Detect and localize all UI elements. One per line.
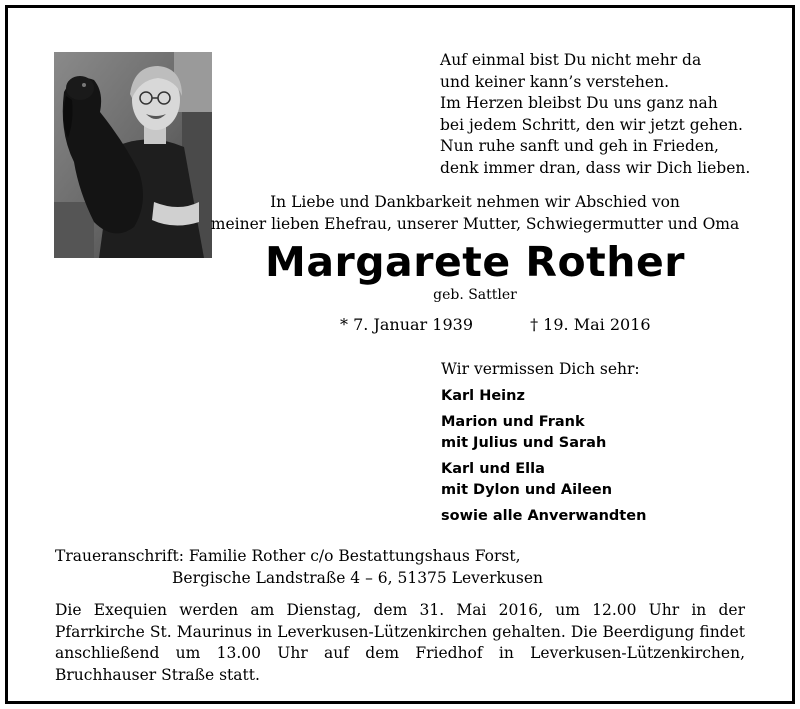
death-date: † 19. Mai 2016 bbox=[530, 315, 651, 334]
mourner-name: Marion und Frank bbox=[441, 413, 585, 430]
poem-line: denk immer dran, dass wir Dich lieben. bbox=[440, 158, 751, 177]
birth-date: * 7. Januar 1939 bbox=[340, 315, 473, 334]
poem-line: Auf einmal bist Du nicht mehr da bbox=[440, 51, 702, 69]
birth-name: geb. Sattler bbox=[433, 287, 517, 303]
poem-line: bei jedem Schritt, den wir jetzt gehen. bbox=[440, 115, 743, 134]
mourner-name: mit Dylon und Aileen bbox=[441, 482, 613, 498]
address-line-1: Traueranschrift: Familie Rother c/o Bestattungshaus Forst, bbox=[55, 547, 521, 565]
poem bbox=[440, 50, 770, 179]
farewell-intro bbox=[200, 192, 750, 235]
mourner-name: mit Julius und Sarah bbox=[441, 435, 607, 451]
mourners-heading: Wir vermissen Dich sehr: bbox=[441, 360, 640, 378]
mourner-name: Karl und Ella bbox=[441, 460, 545, 477]
address-line-2: Bergische Landstraße 4 – 6, 51375 Leverkusen bbox=[172, 568, 544, 587]
deceased-name: Margarete Rother bbox=[265, 238, 685, 286]
life-dates bbox=[340, 315, 651, 334]
intro-line: In Liebe und Dankbarkeit nehmen wir Abschied von bbox=[270, 193, 680, 211]
poem-line: Nun ruhe sanft und geh in Frieden, bbox=[440, 137, 719, 155]
mourner-name: sowie alle Anverwandten bbox=[441, 507, 647, 524]
intro-line: meiner lieben Ehefrau, unserer Mutter, Schwiegermutter und Oma bbox=[210, 214, 740, 233]
portrait-photo bbox=[54, 52, 212, 258]
mourning-address bbox=[55, 546, 543, 589]
mourners-list bbox=[441, 386, 646, 527]
poem-line: und keiner kann’s verstehen. bbox=[440, 72, 669, 91]
service-info: Die Exequien werden am Dienstag, dem 31. Mai 2016, um 12.00 Uhr in der Pfarrkirche St. Maurinus in Leverkusen-Lützenkirchen gehalten. Die Beerdigung findet anschließend um 13.00 Uhr auf dem Friedhof in Leverkusen-Lützenkirchen, Bruchhauser Straße statt. bbox=[55, 601, 745, 684]
portrait-image bbox=[54, 52, 212, 258]
poem-line: Im Herzen bleibst Du uns ganz nah bbox=[440, 94, 718, 112]
mourner-name: Karl Heinz bbox=[441, 388, 525, 404]
